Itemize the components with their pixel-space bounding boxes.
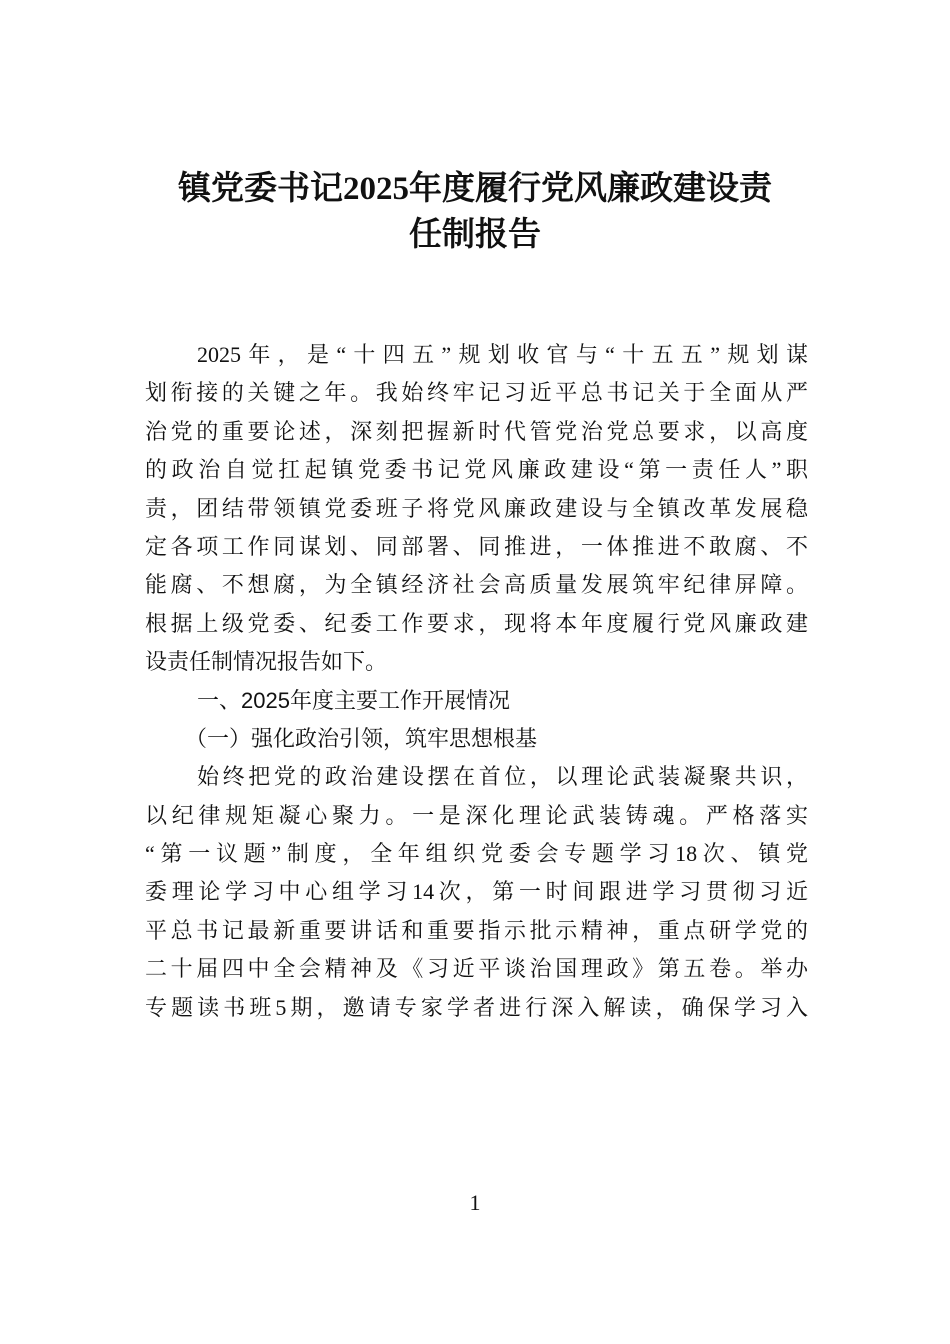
paragraph-line: 专题读书班5期，邀请专家学者进行深入解读，确保学习入 (145, 994, 808, 1020)
document-title (120, 166, 830, 258)
paragraph-line: 能腐、不想腐，为全镇经济社会高质量发展筑牢纪律屏障。 (145, 572, 808, 598)
title-line-2: 任制报告 (409, 217, 541, 253)
section-paragraph (145, 758, 808, 1027)
intro-paragraph (145, 336, 808, 682)
paragraph-line: 平总书记最新重要讲话和重要指示批示精神，重点研学党的 (145, 917, 808, 943)
paragraph-line: 的政治自觉扛起镇党委书记党风廉政建设“第一责任人”职 (145, 457, 808, 483)
paragraph-line: 2025年，是“十四五”规划收官与“十五五”规划谋 (197, 342, 808, 367)
paragraph-line: 委理论学习中心组学习14次，第一时间跟进学习贯彻习近 (145, 879, 808, 905)
paragraph-line: 定各项工作同谋划、同部署、同推进，一体推进不敢腐、不 (145, 533, 808, 559)
paragraph-line: 责，团结带领镇党委班子将党风廉政建设与全镇改革发展稳 (145, 495, 808, 521)
paragraph-line: 以纪律规矩凝心聚力。一是深化理论武装铸魂。严格落实 (145, 802, 808, 828)
page-number: 1 (469, 1190, 481, 1215)
document-body (145, 336, 808, 1027)
paragraph-line: 划衔接的关键之年。我始终牢记习近平总书记关于全面从严 (145, 380, 808, 406)
paragraph-line: 治党的重要论述，深刻把握新时代管党治党总要求，以高度 (145, 418, 808, 444)
paragraph-line: 二十届四中全会精神及《习近平谈治国理政》第五卷。举办 (145, 956, 808, 982)
paragraph-line: 始终把党的政治建设摆在首位，以理论武装凝聚共识， (197, 764, 808, 790)
section-heading: 一、2025年度主要工作开展情况 (197, 687, 510, 713)
paragraph-line: 根据上级党委、纪委工作要求，现将本年度履行党风廉政建 (145, 610, 808, 636)
paragraph-line: 设责任制情况报告如下。 (145, 649, 388, 675)
paragraph-line: “第一议题”制度，全年组织党委会专题学习18次、镇党 (145, 841, 808, 867)
title-line-1: 镇党委书记2025年度履行党风廉政建设责 (178, 171, 772, 207)
subsection-heading: （一）强化政治引领，筑牢思想根基 (185, 725, 538, 751)
